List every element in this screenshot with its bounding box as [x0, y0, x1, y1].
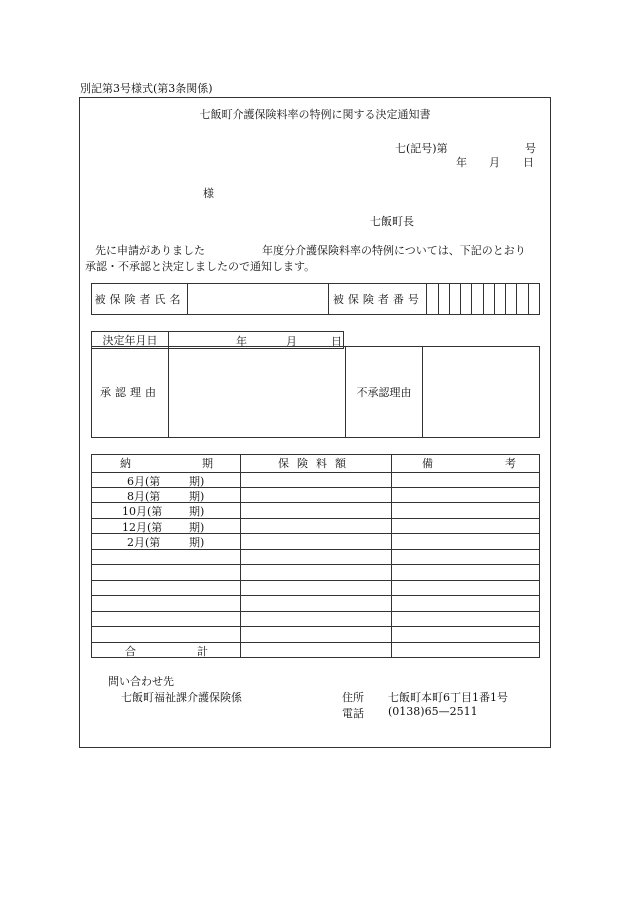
- notes-cell: [392, 580, 540, 595]
- notes-cell: [392, 503, 540, 518]
- period-cell: [92, 580, 241, 595]
- period-month: 12月(第: [122, 520, 163, 534]
- insured-name-label: 被保険者氏名: [92, 284, 188, 315]
- contact-department: 七飯町福祉課介護保険係: [121, 691, 242, 704]
- notes-cell: [392, 596, 540, 611]
- header-notes: [392, 455, 540, 473]
- number-digit-cell: [472, 284, 483, 315]
- notes-cell: [392, 611, 540, 626]
- header-amount: 保険料額: [241, 455, 392, 473]
- period-cell: [92, 549, 241, 564]
- total-cell: [92, 642, 241, 658]
- period-cell: [92, 503, 241, 518]
- notes-cell: [392, 472, 540, 487]
- date-year: 年: [456, 156, 467, 169]
- notes-cell: [392, 627, 540, 642]
- amount-cell: [241, 518, 392, 533]
- number-digit-cell: [517, 284, 528, 315]
- date-day: 日: [523, 156, 534, 169]
- decision-date-label: 決定年月日: [92, 332, 169, 349]
- date-month: 月: [489, 156, 500, 169]
- amount-cell: [241, 596, 392, 611]
- number-digit-cell: [449, 284, 460, 315]
- decision-date-year: 年: [236, 335, 247, 348]
- period-suffix: 期): [189, 536, 205, 550]
- amount-cell: [241, 487, 392, 502]
- number-digit-cell: [528, 284, 539, 315]
- notes-cell: [392, 549, 540, 564]
- period-cell: [92, 596, 241, 611]
- number-digit-cell: [438, 284, 449, 315]
- period-cell: [92, 472, 241, 487]
- period-cell: [92, 534, 241, 549]
- period-suffix: 期): [189, 505, 205, 519]
- period-cell: [92, 627, 241, 642]
- period-suffix: 期): [189, 474, 205, 488]
- header-period-b: 期: [202, 457, 213, 470]
- period-month: 6月(第: [127, 474, 161, 488]
- contact-heading: 問い合わせ先: [108, 675, 174, 688]
- amount-cell: [241, 534, 392, 549]
- phone-label: 電話: [342, 707, 364, 720]
- period-cell: [92, 518, 241, 533]
- insured-table: [91, 283, 540, 315]
- insured-name-field: [188, 284, 329, 315]
- number-digit-cell: [461, 284, 472, 315]
- total-notes-cell: [392, 642, 540, 658]
- period-month: 10月(第: [122, 505, 163, 519]
- number-digit-cell: [506, 284, 517, 315]
- amount-cell: [241, 627, 392, 642]
- insured-number-label: 被保険者番号: [329, 284, 427, 315]
- body-line2: 承認・不承認と決定しましたので通知します。: [85, 260, 316, 273]
- period-suffix: 期): [189, 520, 205, 534]
- amount-cell: [241, 503, 392, 518]
- period-cell: [92, 565, 241, 580]
- phone-value: (0138)65—2511: [388, 705, 478, 718]
- number-digit-cell: [427, 284, 438, 315]
- header-notes-a: 備: [422, 457, 433, 470]
- period-month: 8月(第: [127, 489, 161, 503]
- amount-cell: [241, 611, 392, 626]
- address-label: 住所: [342, 691, 364, 704]
- decision-date-day: 日: [331, 335, 342, 348]
- amount-cell: [241, 549, 392, 564]
- header-period: [92, 455, 241, 473]
- reject-reason-label: 不承認理由: [346, 347, 423, 438]
- approve-reason-field: [169, 347, 346, 438]
- notes-cell: [392, 487, 540, 502]
- notes-cell: [392, 518, 540, 533]
- notes-cell: [392, 534, 540, 549]
- header-notes-b: 考: [505, 457, 516, 470]
- document-title: 七飯町介護保険料率の特例に関する決定通知書: [199, 108, 431, 121]
- period-suffix: 期): [189, 489, 205, 503]
- number-digit-cell: [494, 284, 505, 315]
- total-amount-cell: [241, 642, 392, 658]
- total-label-b: 計: [197, 644, 208, 658]
- issuer: 七飯町長: [370, 215, 414, 228]
- address-value: 七飯町本町6丁目1番1号: [388, 691, 508, 704]
- period-cell: [92, 487, 241, 502]
- reason-table: [91, 346, 540, 438]
- doc-number-suffix: 号: [525, 142, 536, 155]
- header-period-a: 納: [120, 457, 131, 470]
- amount-cell: [241, 472, 392, 487]
- recipient-suffix: 様: [203, 187, 214, 200]
- reject-reason-field: [423, 347, 540, 438]
- notes-cell: [392, 565, 540, 580]
- decision-date-month: 月: [286, 335, 297, 348]
- payment-table: [91, 454, 540, 658]
- total-label-a: 合: [125, 644, 136, 658]
- body-line1-a: 先に申請がありました: [95, 244, 205, 257]
- amount-cell: [241, 565, 392, 580]
- period-cell: [92, 611, 241, 626]
- doc-number-prefix: 七(記号)第: [395, 142, 448, 155]
- body-line1-b: 年度分介護保険料率の特例については、下記のとおり: [262, 244, 526, 257]
- form-label: 別記第3号様式(第3条関係): [80, 82, 213, 95]
- approve-reason-label: 承認理由: [92, 347, 169, 438]
- period-month: 2月(第: [127, 536, 161, 550]
- number-digit-cell: [483, 284, 494, 315]
- amount-cell: [241, 580, 392, 595]
